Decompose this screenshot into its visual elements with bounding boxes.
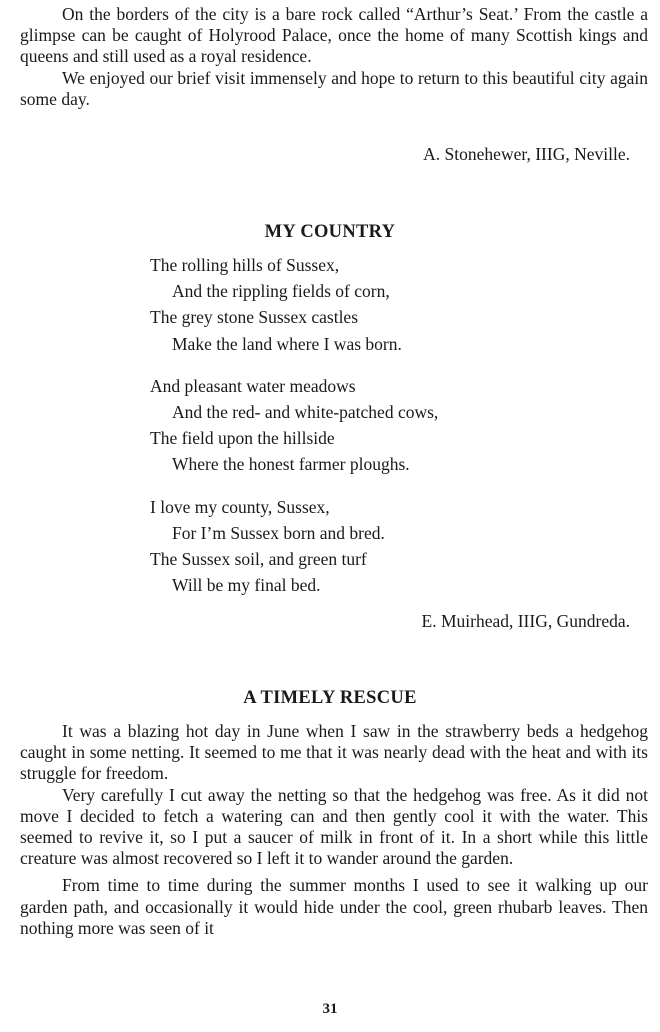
poem-line: And the rippling fields of corn, bbox=[172, 281, 390, 302]
signature-house: , Gundreda. bbox=[547, 611, 630, 631]
edinburgh-paragraph-1: On the borders of the city is a bare rock called “Arthur’s Seat.’ From the castle a glimpse can be caught of Holyrood Palace, once the home of many Scottish kings and queens and still used as a royal residence. bbox=[20, 4, 648, 67]
poem-line: I love my county, Sussex, bbox=[150, 496, 330, 517]
signature-house: , Neville. bbox=[565, 144, 630, 164]
story-title: A TIMELY RESCUE bbox=[243, 688, 417, 708]
signature-form-letter: G bbox=[535, 611, 548, 631]
poem-line: The rolling hills of Sussex, bbox=[150, 255, 340, 275]
poem-line: For I’m Sussex born and bred. bbox=[172, 522, 385, 543]
poem-signature bbox=[422, 611, 631, 632]
poem-stanza-1 bbox=[150, 252, 570, 357]
page-number: 31 bbox=[322, 1001, 338, 1017]
story-body bbox=[20, 721, 648, 939]
poem-line: The field upon the hillside bbox=[150, 428, 335, 449]
poem-line: Will be my final bed. bbox=[172, 575, 321, 596]
poem-line: The grey stone Sussex castles bbox=[150, 307, 359, 328]
story-paragraph-3: From time to time during the summer months I used to see it walking up our garden path, and occasionally it would hide under the cool, green rhubarb leaves. Then nothing more was seen of it bbox=[20, 875, 648, 938]
edinburgh-article-body bbox=[20, 4, 648, 110]
poem-line: The Sussex soil, and green turf bbox=[150, 549, 367, 570]
poem-line: Make the land where I was born. bbox=[172, 333, 402, 354]
poem-line: And pleasant water meadows bbox=[150, 375, 356, 396]
poem-line: And the red- and white-patched cows, bbox=[172, 402, 439, 423]
story-paragraph-1: It was a blazing hot day in June when I saw in the strawberry beds a hedgehog caught in some netting. It seemed to me that it was nearly dead with the heat and with its struggle for freedom. bbox=[20, 721, 648, 784]
signature-form-letter: G bbox=[552, 144, 566, 164]
story-paragraph-2: Very carefully I cut away the netting so that the hedgehog was free. As it did not move I decided to fetch a watering can and then gently cool it with the water. This seemed to revive it, so I put a saucer of milk in front of it. In a short while this little creature was almost recovered so I left it to wander around the garden. bbox=[20, 784, 648, 869]
poem-title: MY COUNTRY bbox=[264, 222, 396, 242]
edinburgh-paragraph-2: We enjoyed our brief visit immensely and hope to return to this beautiful city again some day. bbox=[20, 67, 648, 109]
edinburgh-signature bbox=[423, 144, 630, 165]
poem-stanza-2 bbox=[150, 373, 570, 478]
signature-name: A. Stonehewer, III bbox=[423, 144, 553, 164]
poem-stanza-3 bbox=[150, 494, 570, 599]
signature-name: E. Muirhead, III bbox=[421, 611, 536, 631]
poem-body bbox=[150, 252, 570, 614]
poem-line: Where the honest farmer ploughs. bbox=[172, 454, 410, 475]
